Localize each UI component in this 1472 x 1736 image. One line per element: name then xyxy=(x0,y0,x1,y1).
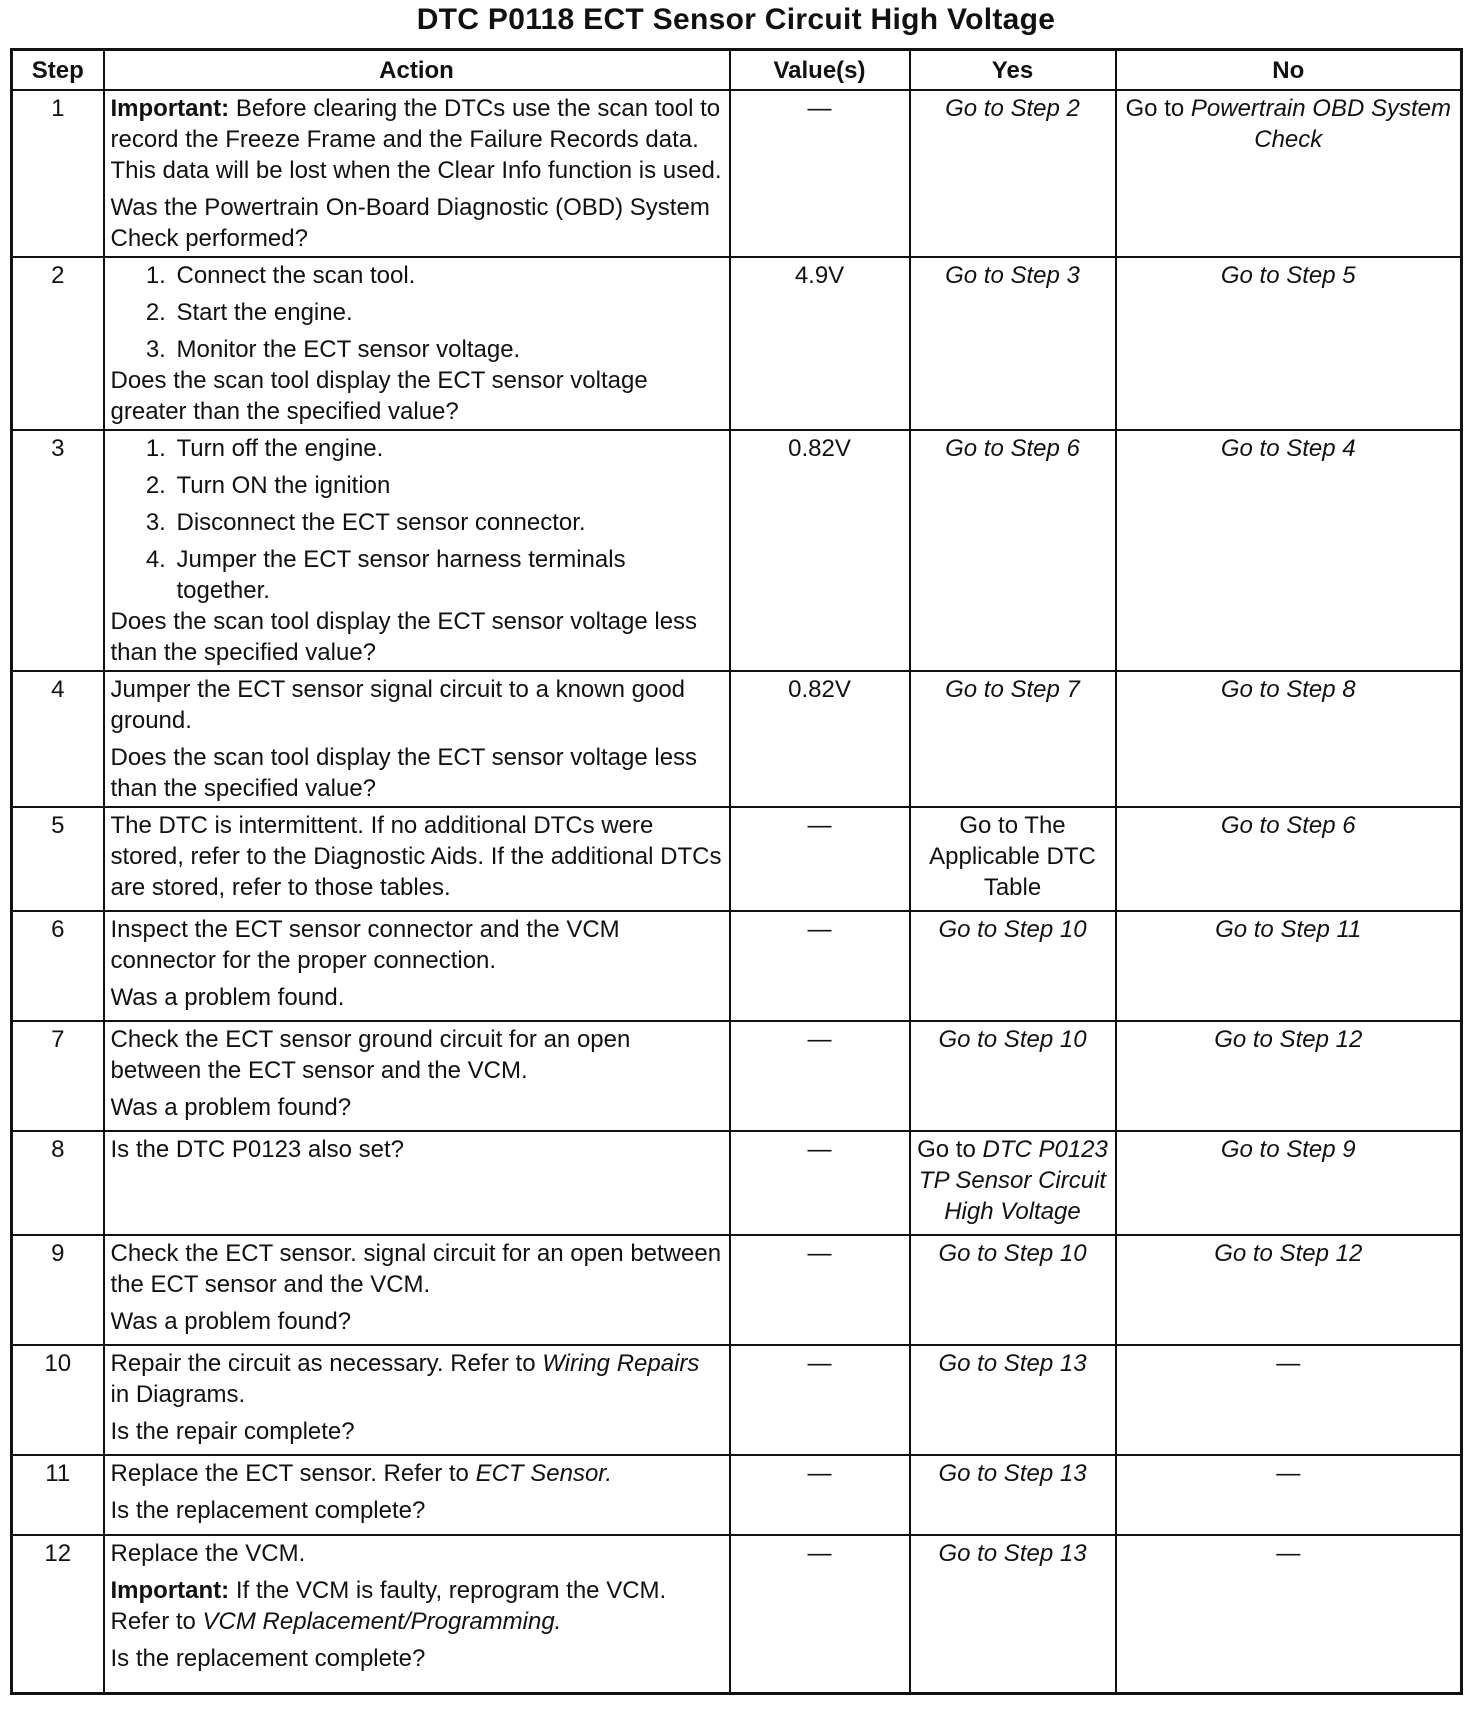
table-row xyxy=(12,257,1462,430)
header-yes: Yes xyxy=(910,50,1116,91)
value-cell: 0.82V xyxy=(730,671,910,807)
table-row xyxy=(12,430,1462,671)
action-question: Does the scan tool display the ECT sensor voltage less than the specified value? xyxy=(110,608,698,666)
important-text: If the VCM is faulty, reprogram the VCM. Refer to xyxy=(110,1577,667,1635)
no-cell xyxy=(1116,90,1462,257)
action-list-item: 4. Jumper the ECT sensor harness terminals together. xyxy=(173,544,723,606)
yes-cell xyxy=(910,1131,1116,1235)
step-number: 4 xyxy=(12,671,104,807)
action-text: in Diagrams. xyxy=(110,1381,246,1408)
no-cell: Go to Step 8 xyxy=(1116,671,1462,807)
yes-cell: Go to Step 10 xyxy=(910,1235,1116,1345)
header-step: Step xyxy=(12,50,104,91)
important-label: Important: xyxy=(110,95,230,122)
table-row xyxy=(12,1345,1462,1455)
action-reference: Wiring Repairs xyxy=(542,1350,700,1377)
step-number: 3 xyxy=(12,430,104,671)
value-cell: — xyxy=(730,1235,910,1345)
no-reference: Powertrain OBD System Check xyxy=(1190,95,1451,153)
action-cell xyxy=(104,257,730,430)
step-number: 12 xyxy=(12,1535,104,1693)
no-cell: Go to Step 11 xyxy=(1116,911,1462,1021)
action-question: Is the repair complete? xyxy=(110,1418,355,1445)
table-row xyxy=(12,1021,1462,1131)
value-cell: 4.9V xyxy=(730,257,910,430)
action-list xyxy=(111,433,723,606)
yes-cell: Go to Step 3 xyxy=(910,257,1116,430)
action-list-item: 1. Turn off the engine. xyxy=(173,433,723,464)
no-prefix: Go to xyxy=(1125,95,1185,122)
action-text: Repair the circuit as necessary. Refer to xyxy=(110,1350,536,1377)
no-cell: — xyxy=(1116,1535,1462,1693)
no-cell: — xyxy=(1116,1345,1462,1455)
action-reference: ECT Sensor. xyxy=(475,1460,613,1487)
action-question: Was a problem found. xyxy=(110,984,345,1011)
value-cell: — xyxy=(730,807,910,911)
step-number: 11 xyxy=(12,1455,104,1535)
yes-reference: DTC P0123 TP Sensor Circuit High Voltage xyxy=(918,1136,1108,1225)
value-cell: — xyxy=(730,1345,910,1455)
action-text: Is the DTC P0123 also set? xyxy=(110,1136,404,1163)
table-row xyxy=(12,90,1462,257)
action-cell xyxy=(104,911,730,1021)
action-cell xyxy=(104,1131,730,1235)
action-cell xyxy=(104,1021,730,1131)
action-question: Is the replacement complete? xyxy=(110,1645,426,1672)
action-cell xyxy=(104,807,730,911)
action-text: Jumper the ECT sensor signal circuit to a known good ground. xyxy=(110,676,686,734)
yes-cell: Go to Step 13 xyxy=(910,1455,1116,1535)
action-list-item: 2. Start the engine. xyxy=(173,297,723,328)
step-number: 2 xyxy=(12,257,104,430)
no-cell: — xyxy=(1116,1455,1462,1535)
yes-cell: Go to Step 10 xyxy=(910,1021,1116,1131)
step-number: 9 xyxy=(12,1235,104,1345)
value-cell: — xyxy=(730,1455,910,1535)
action-question: Was the Powertrain On-Board Diagnostic (OBD) System Check performed? xyxy=(110,194,710,252)
step-number: 7 xyxy=(12,1021,104,1131)
table-row xyxy=(12,1455,1462,1535)
value-cell: — xyxy=(730,1131,910,1235)
no-cell: Go to Step 9 xyxy=(1116,1131,1462,1235)
action-question: Was a problem found? xyxy=(110,1094,352,1121)
value-cell: — xyxy=(730,90,910,257)
yes-cell: Go to Step 7 xyxy=(910,671,1116,807)
yes-prefix: Go to xyxy=(917,1136,976,1163)
no-cell: Go to Step 5 xyxy=(1116,257,1462,430)
value-cell: — xyxy=(730,1535,910,1693)
table-row xyxy=(12,911,1462,1021)
yes-cell: Go to The Applicable DTC Table xyxy=(910,807,1116,911)
action-question: Was a problem found? xyxy=(110,1308,352,1335)
no-cell: Go to Step 12 xyxy=(1116,1235,1462,1345)
step-number: 5 xyxy=(12,807,104,911)
yes-cell: Go to Step 6 xyxy=(910,430,1116,671)
action-cell xyxy=(104,1235,730,1345)
table-header-row xyxy=(12,50,1462,91)
header-values: Value(s) xyxy=(730,50,910,91)
action-cell xyxy=(104,1535,730,1693)
header-action: Action xyxy=(104,50,730,91)
action-list-item: 3. Disconnect the ECT sensor connector. xyxy=(173,507,723,538)
action-text: Check the ECT sensor ground circuit for an open between the ECT sensor and the VCM. xyxy=(110,1026,631,1084)
table-row xyxy=(12,1535,1462,1693)
action-cell xyxy=(104,430,730,671)
step-number: 10 xyxy=(12,1345,104,1455)
action-question: Is the replacement complete? xyxy=(110,1497,426,1524)
action-cell xyxy=(104,671,730,807)
action-list-item: 3. Monitor the ECT sensor voltage. xyxy=(173,334,723,365)
step-number: 8 xyxy=(12,1131,104,1235)
table-row xyxy=(12,671,1462,807)
action-list xyxy=(111,260,723,365)
step-number: 1 xyxy=(12,90,104,257)
diagnostic-table xyxy=(10,48,1463,1695)
action-text: Inspect the ECT sensor connector and the VCM connector for the proper connection. xyxy=(110,916,620,974)
action-text: Replace the ECT sensor. Refer to xyxy=(110,1460,469,1487)
header-no: No xyxy=(1116,50,1462,91)
action-cell xyxy=(104,90,730,257)
table-row xyxy=(12,807,1462,911)
value-cell: — xyxy=(730,911,910,1021)
no-cell: Go to Step 4 xyxy=(1116,430,1462,671)
value-cell: 0.82V xyxy=(730,430,910,671)
step-number: 6 xyxy=(12,911,104,1021)
no-cell: Go to Step 12 xyxy=(1116,1021,1462,1131)
yes-cell: Go to Step 13 xyxy=(910,1345,1116,1455)
action-reference: VCM Replacement/Programming. xyxy=(202,1608,562,1635)
yes-cell: Go to Step 13 xyxy=(910,1535,1116,1693)
action-cell xyxy=(104,1345,730,1455)
action-question: Does the scan tool display the ECT sensor voltage less than the specified value? xyxy=(110,744,698,802)
no-cell: Go to Step 6 xyxy=(1116,807,1462,911)
important-label: Important: xyxy=(110,1577,230,1604)
table-row xyxy=(12,1131,1462,1235)
yes-cell: Go to Step 2 xyxy=(910,90,1116,257)
action-list-item: 1. Connect the scan tool. xyxy=(173,260,723,291)
value-cell: — xyxy=(730,1021,910,1131)
action-cell xyxy=(104,1455,730,1535)
action-text: Check the ECT sensor. signal circuit for an open between the ECT sensor and the VCM. xyxy=(110,1240,722,1298)
action-text: Replace the VCM. xyxy=(110,1540,306,1567)
document-title: DTC P0118 ECT Sensor Circuit High Voltage xyxy=(416,3,1056,36)
yes-cell: Go to Step 10 xyxy=(910,911,1116,1021)
important-text: Before clearing the DTCs use the scan tool to record the Freeze Frame and the Failure Records data. This data will be lost when the Clear Info function is used. xyxy=(110,95,722,184)
table-row xyxy=(12,1235,1462,1345)
action-question: Does the scan tool display the ECT sensor voltage greater than the specified value? xyxy=(110,367,648,425)
action-list-item: 2. Turn ON the ignition xyxy=(173,470,723,501)
action-text: The DTC is intermittent. If no additional DTCs were stored, refer to the Diagnostic Aids. If the additional DTCs are stored, refer to those tables. xyxy=(110,812,722,901)
